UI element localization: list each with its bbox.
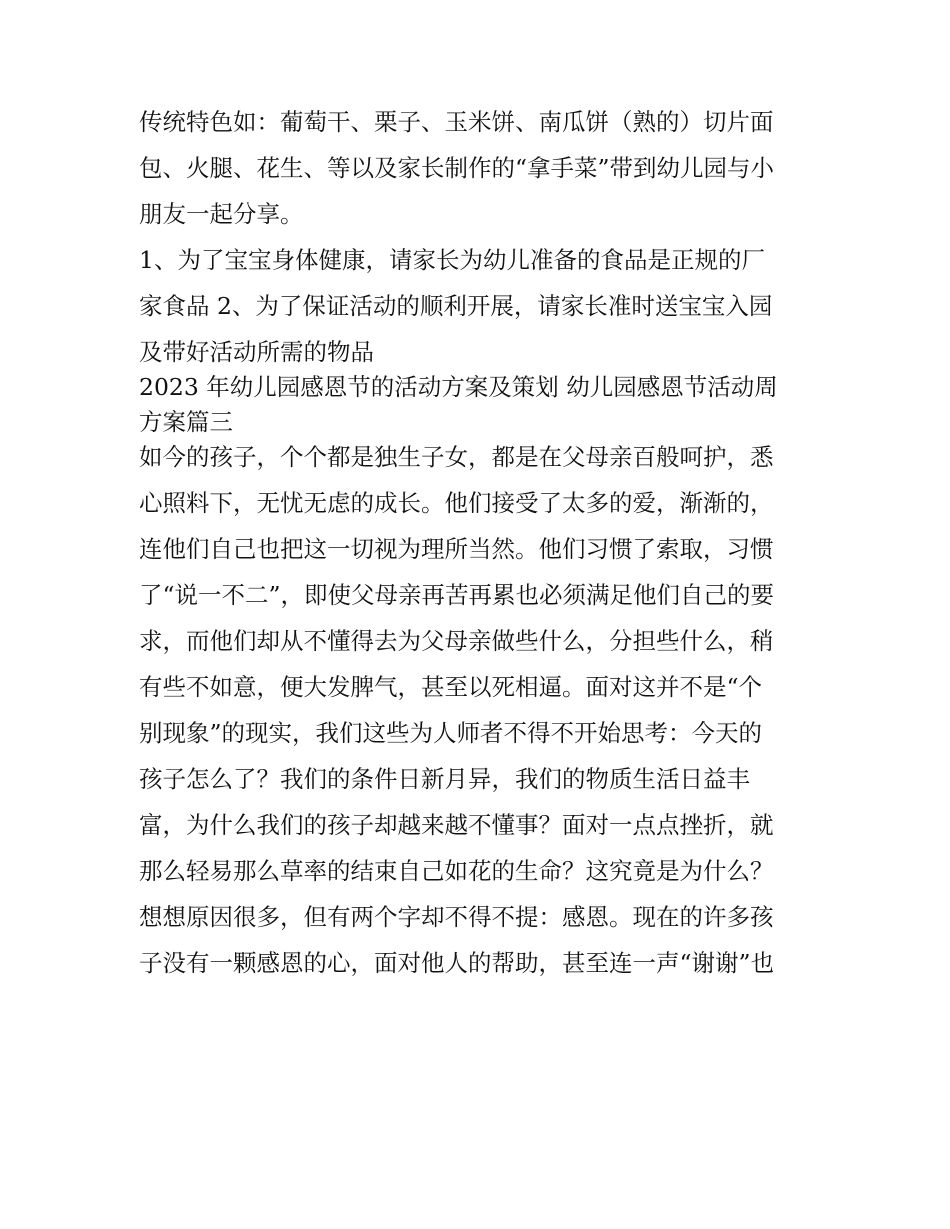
text-line: 求，而他们却从不懂得去为父母亲做些什么，分担些什么，稍: [139, 627, 774, 655]
text-line: 了“说一不二”，即使父母亲再苦再累也必须满足他们自己的要: [139, 581, 775, 609]
text-line: 传统特色如：葡萄干、栗子、玉米饼、南瓜饼（熟的）切片面: [139, 108, 774, 136]
text-line: 包、火腿、花生、等以及家长制作的“拿手菜”带到幼儿园与小: [139, 154, 775, 182]
text-line: 有些不如意，便大发脾气，甚至以死相逼。面对这并不是“个: [139, 673, 763, 701]
text-line: 如今的孩子，个个都是独生子女，都是在父母亲百般呵护，悉: [139, 443, 774, 471]
text-line: 别现象”的现实，我们这些为人师者不得不开始思考：今天的: [139, 719, 763, 747]
text-line: 想想原因很多，但有两个字却不得不提：感恩。现在的许多孩: [139, 903, 774, 931]
text-line: 子没有一颗感恩的心，面对他人的帮助，甚至连一声“谢谢”也: [139, 949, 775, 977]
text-line: 那么轻易那么草率的结束自己如花的生命？这究竟是为什么？: [139, 857, 774, 885]
text-line: 连他们自己也把这一切视为理所当然。他们习惯了索取，习惯: [139, 535, 774, 563]
section-heading-line: 2023 年幼儿园感恩节的活动方案及策划 幼儿园感恩节活动周: [139, 373, 778, 401]
text-line: 及带好活动所需的物品: [139, 338, 374, 366]
text-line: 心照料下，无忧无虑的成长。他们接受了太多的爱，渐渐的，: [139, 489, 774, 517]
text-line: 朋友一起分享。: [139, 200, 304, 228]
text-line: 富，为什么我们的孩子却越来越不懂事？面对一点点挫折，就: [139, 811, 774, 839]
section-heading-line: 方案篇三: [139, 408, 233, 436]
text-line: 1、为了宝宝身体健康，请家长为幼儿准备的食品是正规的厂: [139, 246, 765, 274]
text-line: 家食品 2、为了保证活动的顺利开展，请家长准时送宝宝入园: [139, 292, 773, 320]
text-line: 孩子怎么了？我们的条件日新月异，我们的物质生活日益丰: [139, 765, 750, 793]
document-page: [139, 108, 815, 995]
